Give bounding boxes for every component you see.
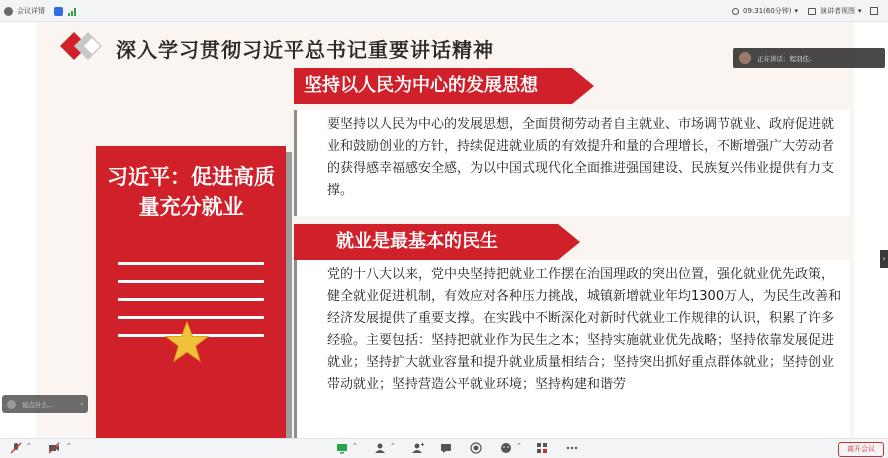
chat-input[interactable] xyxy=(2,395,88,413)
security-shield-icon[interactable] xyxy=(54,0,63,22)
meeting-details-button[interactable] xyxy=(4,0,45,22)
divider xyxy=(118,280,264,283)
avatar xyxy=(739,52,751,64)
camera-off-icon[interactable] xyxy=(48,442,60,454)
chevron-down-icon: ▾ xyxy=(858,7,862,15)
participants-icon[interactable] xyxy=(374,442,386,454)
slide-title: 深入学习贯彻习近平总书记重要讲话精神 xyxy=(116,38,494,62)
apps-icon[interactable] xyxy=(536,442,548,454)
divider xyxy=(118,262,264,265)
chevron-left-icon[interactable]: ‹ xyxy=(80,400,83,408)
microphone-muted-icon[interactable] xyxy=(10,442,22,454)
chevron-right-icon[interactable]: › xyxy=(880,250,888,268)
emoji-icon[interactable] xyxy=(7,400,16,409)
bottom-toolbar xyxy=(0,438,888,458)
info-icon xyxy=(4,7,13,16)
top-toolbar xyxy=(0,0,888,22)
chevron-up-icon[interactable]: ⌃ xyxy=(390,442,396,450)
clock-icon xyxy=(732,8,739,15)
fullscreen-icon[interactable] xyxy=(870,0,878,22)
chevron-up-icon[interactable]: ⌃ xyxy=(26,442,32,450)
chevron-up-icon[interactable]: ⌃ xyxy=(66,442,72,450)
meeting-details-label: 会议详情 xyxy=(17,7,45,15)
presentation-slide xyxy=(36,22,854,438)
shared-screen-stage xyxy=(0,22,888,438)
invite-icon[interactable] xyxy=(412,442,424,454)
chevron-up-icon[interactable]: ⌃ xyxy=(352,442,358,450)
divider xyxy=(118,298,264,301)
reaction-icon[interactable] xyxy=(500,442,512,454)
chevron-up-icon[interactable]: ⌃ xyxy=(516,442,522,450)
card-title: 习近平：促进高质量充分就业 xyxy=(107,164,275,219)
more-icon[interactable] xyxy=(566,442,578,454)
chevron-down-icon: ▾ xyxy=(794,7,799,15)
slide-logo-icon xyxy=(56,28,112,64)
record-icon[interactable] xyxy=(470,442,482,454)
divider xyxy=(118,316,264,319)
text-block-2: 党的十八大以来，党中央坚持把就业工作摆在治国理政的突出位置，强化就业优先政策，健全就业促进机制，有效应对各种压力挑战，城镇新增就业年均1300万人，为民生改善和经济发展提供了重要支撑。在实践中不断深化对新时代就业工作规律的认识，积累了许多经验。主要包括：坚持把就业作为民生之本；坚持实施就业优先战略；坚持依靠发展促进就业；坚持扩大就业容量和提升就业质量相结合；坚持突出抓好重点群体就业；坚持创业带动就业；坚持营造公平就业环境；坚持构建和谐劳 xyxy=(294,260,850,438)
chat-icon[interactable] xyxy=(440,442,452,454)
active-speaker-indicator xyxy=(733,48,885,68)
star-icon xyxy=(164,320,210,364)
speaker-label: 正在讲话：程羽佳; xyxy=(757,54,812,63)
layout-icon xyxy=(808,8,816,15)
banner-2: 就业是最基本的民生 xyxy=(336,231,498,252)
leave-meeting-button[interactable]: 离开会议 xyxy=(838,442,884,457)
timer[interactable] xyxy=(732,0,798,22)
text-block-1: 要坚持以人民为中心的发展思想，全面贯彻劳动者自主就业、市场调节就业、政府促进就业和鼓励创业的方针，持续促进就业质的有效提升和量的合理增长，不断增强广大劳动者的获得感幸福感安全感，为以中国式现代化全面推进强国建设、民族复兴伟业提供有力支撑。 xyxy=(294,110,850,216)
title-card xyxy=(96,146,286,438)
banner-1: 坚持以人民为中心的发展思想 xyxy=(304,75,538,96)
signal-strength-icon xyxy=(68,0,78,22)
screen-share-icon[interactable] xyxy=(336,442,348,454)
timer-label: 09:31(60分钟) xyxy=(743,7,792,15)
view-mode-button[interactable] xyxy=(808,0,862,22)
chat-placeholder: 说点什么... xyxy=(22,400,55,409)
view-mode-label: 演讲者视图 xyxy=(820,7,855,15)
